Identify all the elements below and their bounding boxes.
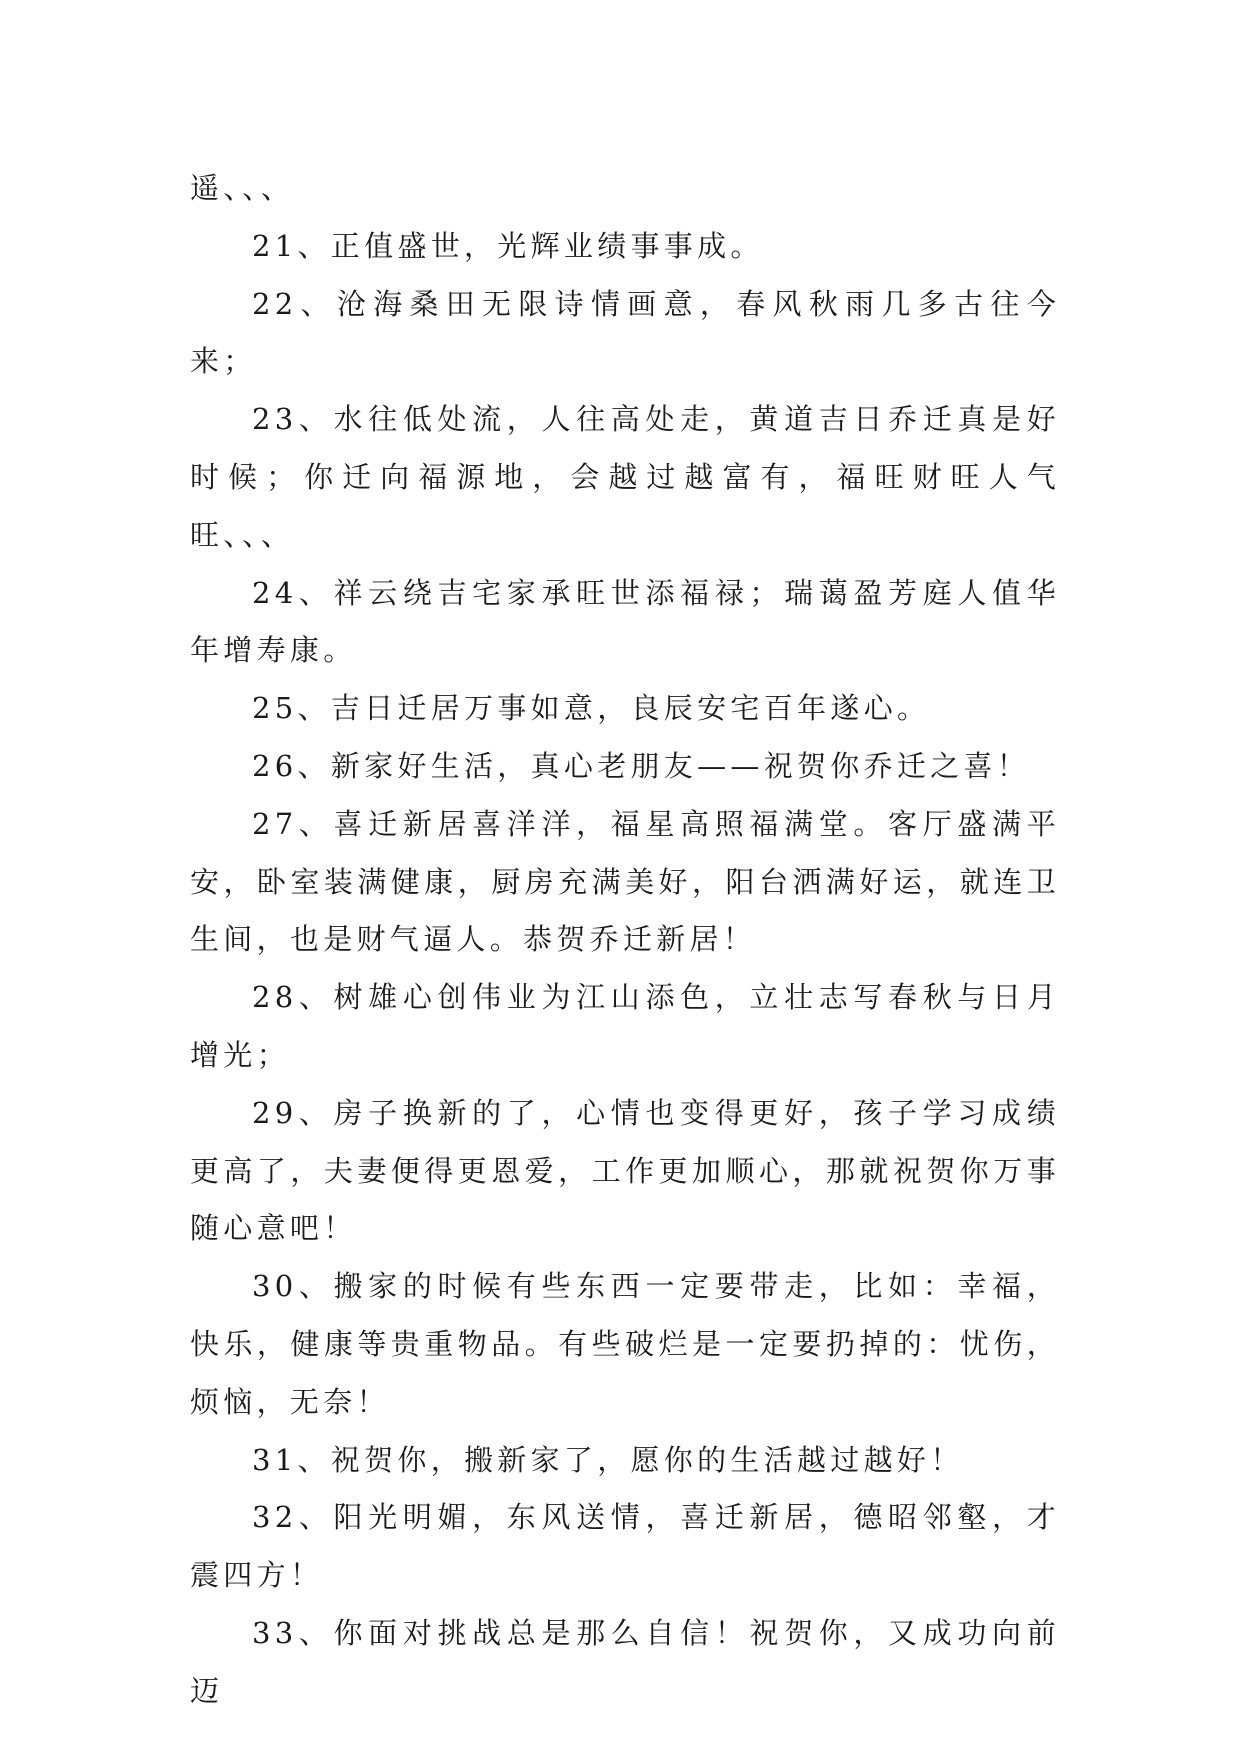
paragraph-continuation: 遥、、、 xyxy=(190,171,295,205)
paragraph-item-26: 26、新家好生活，真心老朋友——祝贺你乔迁之喜！ xyxy=(252,748,1031,783)
paragraph-item-25: 25、吉日迁居万事如意，良辰安宅百年遂心。 xyxy=(252,691,931,726)
paragraph-item-23: 23、水往低处流，人往高处走，黄道吉日乔迁真是好时候；你迁向福源地，会越过越富有，福旺财旺人气旺、、、 xyxy=(190,402,1060,552)
paragraph-item-32: 32、阳光明媚，东风送情，喜迁新居，德昭邻壑，才震四方！ xyxy=(190,1500,1060,1593)
paragraph-item-22: 22、沧海桑田无限诗情画意，春风秋雨几多古往今来； xyxy=(190,286,1060,379)
paragraph-item-29: 29、房子换新的了，心情也变得更好，孩子学习成绩更高了，夫妻便得更恩爱，工作更加顺心，那就祝贺你万事随心意吧！ xyxy=(190,1095,1060,1246)
paragraph-item-30: 30、搬家的时候有些东西一定要带走，比如：幸福，快乐，健康等贵重物品。有些破烂是一定要扔掉的：忧伤，烦恼，无奈！ xyxy=(190,1269,1060,1419)
paragraph-item-21: 21、正值盛世，光辉业绩事事成。 xyxy=(252,228,764,263)
paragraph-item-27: 27、喜迁新居喜洋洋，福星高照福满堂。客厅盛满平安，卧室装满健康，厨房充满美好，阳台洒满好运，就连卫生间，也是财气逼人。恭贺乔迁新居！ xyxy=(190,806,1060,957)
paragraph-item-24: 24、祥云绕吉宅家承旺世添福禄；瑞蔼盈芳庭人值华年增寿康。 xyxy=(190,575,1060,668)
paragraph-item-28: 28、树雄心创伟业为江山添色，立壮志写春秋与日月增光； xyxy=(190,980,1060,1072)
paragraph-item-33: 33、你面对挑战总是那么自信！祝贺你，又成功向前迈 xyxy=(190,1615,1060,1708)
document-body xyxy=(190,160,1060,1721)
paragraph-item-31: 31、祝贺你，搬新家了，愿你的生活越过越好！ xyxy=(252,1442,964,1477)
